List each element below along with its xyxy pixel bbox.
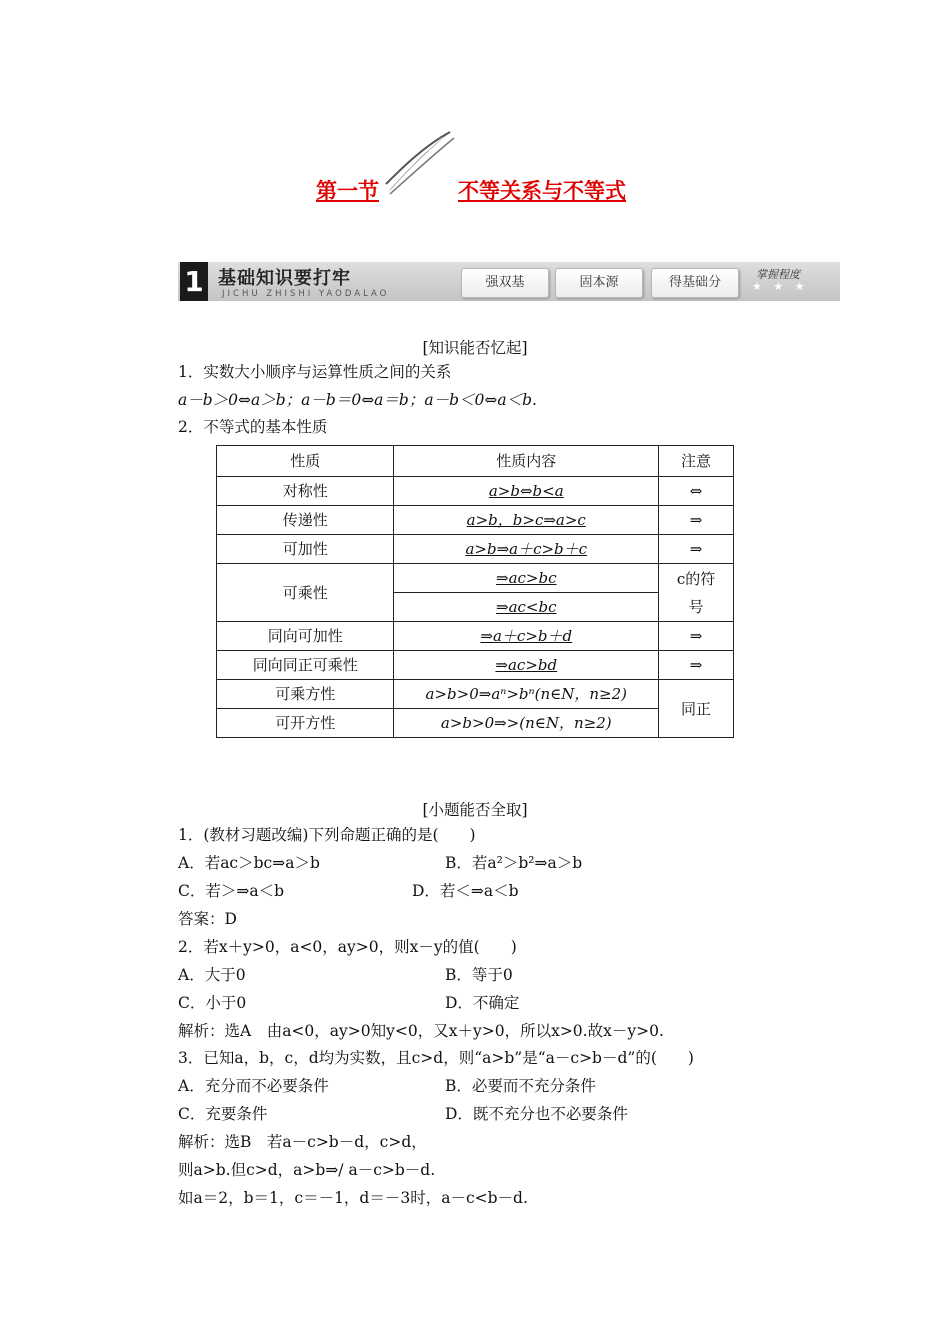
- table-cell-name: 同向同正可乘性: [217, 651, 394, 680]
- knowledge-heading: [知识能否忆起]: [422, 339, 528, 357]
- q1-stem: 1．(教材习题改编)下列命题正确的是( ): [178, 826, 476, 844]
- table-row: [217, 535, 734, 564]
- knowledge-item2-title: 2．不等式的基本性质: [178, 418, 328, 436]
- banner-button-2[interactable]: 固本源: [555, 268, 643, 298]
- swoosh-icon: [384, 126, 460, 196]
- table-cell-note: ⇒: [659, 506, 734, 535]
- q1-answer: 答案：D: [178, 910, 237, 928]
- q1-option-d: D．若＜⇒a＜b: [412, 882, 519, 900]
- knowledge-item1-content: a－b＞0⇔a＞b；a－b＝0⇔a＝b；a－b＜0⇔a＜b.: [178, 391, 537, 409]
- table-cell-note: 同正: [659, 680, 734, 738]
- q1-option-b: B．若a²＞b²⇒a＞b: [445, 854, 583, 872]
- q3-option-c: C．充要条件: [178, 1105, 268, 1123]
- table-row: [217, 477, 734, 506]
- q2-option-c: C．小于0: [178, 994, 247, 1012]
- table-cell-note: c的符号: [659, 564, 734, 622]
- q3-stem: 3．已知a，b，c，d均为实数，且c>d，则“a>b”是“a－c>b－d”的( ): [178, 1049, 694, 1067]
- banner-title: 基础知识要打牢: [218, 268, 351, 289]
- table-row: [217, 506, 734, 535]
- properties-table: [216, 445, 734, 738]
- q3-option-b: B．必要而不充分条件: [445, 1077, 596, 1095]
- table-cell-note: ⇒: [659, 622, 734, 651]
- table-cell-content: ⇒ac<bc: [394, 593, 659, 622]
- table-cell-name: 可乘性: [217, 564, 394, 622]
- banner-subtitle: JICHU ZHISHI YAODALAO: [222, 289, 390, 299]
- banner-number: 1: [180, 262, 208, 301]
- section-label: 第一节: [316, 179, 379, 203]
- q3-analysis-1: 解析：选B 若a－c>b－d，c>d，: [178, 1133, 427, 1151]
- q2-stem: 2．若x＋y>0，a<0，ay>0，则x－y的值( ): [178, 938, 517, 956]
- table-header: 性质内容: [394, 446, 659, 477]
- table-cell-content: ⇒ac>bd: [394, 651, 659, 680]
- table-cell-name: 传递性: [217, 506, 394, 535]
- q3-analysis-3: 如a＝2，b＝1，c＝－1，d＝－3时，a－c<b－d.: [178, 1189, 528, 1207]
- table-cell-content: a>b⇒a＋c>b＋c: [394, 535, 659, 564]
- mastery-stars: ★ ★ ★: [752, 280, 809, 293]
- table-row: [217, 622, 734, 651]
- q2-option-d: D．不确定: [445, 994, 520, 1012]
- q3-option-d: D．既不充分也不必要条件: [445, 1105, 628, 1123]
- knowledge-item1-title: 1．实数大小顺序与运算性质之间的关系: [178, 363, 452, 381]
- table-header: 性质: [217, 446, 394, 477]
- exercises-heading: [小题能否全取]: [422, 801, 528, 819]
- banner-button-3[interactable]: 得基础分: [651, 268, 739, 298]
- table-row: [217, 709, 734, 738]
- q1-option-a: A．若ac＞bc⇒a＞b: [178, 854, 320, 872]
- table-header-row: [217, 446, 734, 477]
- table-cell-content: ⇒a＋c>b＋d: [394, 622, 659, 651]
- page-title: 不等关系与不等式: [458, 179, 626, 203]
- table-cell-content: a>b>0⇒aⁿ>bⁿ(n∈N，n≥2): [394, 680, 659, 709]
- q1-option-c: C．若＞⇒a＜b: [178, 882, 285, 900]
- table-cell-name: 同向可加性: [217, 622, 394, 651]
- table-row: [217, 680, 734, 709]
- q2-option-b: B．等于0: [445, 966, 513, 984]
- table-cell-name: 对称性: [217, 477, 394, 506]
- table-cell-content: ⇒ac>bc: [394, 564, 659, 593]
- table-cell-name: 可开方性: [217, 709, 394, 738]
- table-cell-content: a>b，b>c⇒a>c: [394, 506, 659, 535]
- table-cell-name: 可乘方性: [217, 680, 394, 709]
- table-row: [217, 564, 734, 593]
- table-row: [217, 651, 734, 680]
- mastery-label: 掌握程度: [756, 268, 800, 281]
- table-cell-note: ⇒: [659, 535, 734, 564]
- table-cell-content: a>b>0⇒>(n∈N，n≥2): [394, 709, 659, 738]
- q2-analysis: 解析：选A 由a<0，ay>0知y<0，又x＋y>0，所以x>0.故x－y>0.: [178, 1022, 664, 1040]
- table-cell-note: ⇒: [659, 651, 734, 680]
- table-cell-name: 可加性: [217, 535, 394, 564]
- q3-analysis-2: 则a>b.但c>d，a>b⇒/ a－c>b－d.: [178, 1161, 436, 1179]
- table-cell-content: a>b⇔b<a: [394, 477, 659, 506]
- q2-option-a: A．大于0: [178, 966, 246, 984]
- table-cell-note: ⇔: [659, 477, 734, 506]
- banner-button-1[interactable]: 强双基: [461, 268, 549, 298]
- q3-option-a: A．充分而不必要条件: [178, 1077, 329, 1095]
- table-header: 注意: [659, 446, 734, 477]
